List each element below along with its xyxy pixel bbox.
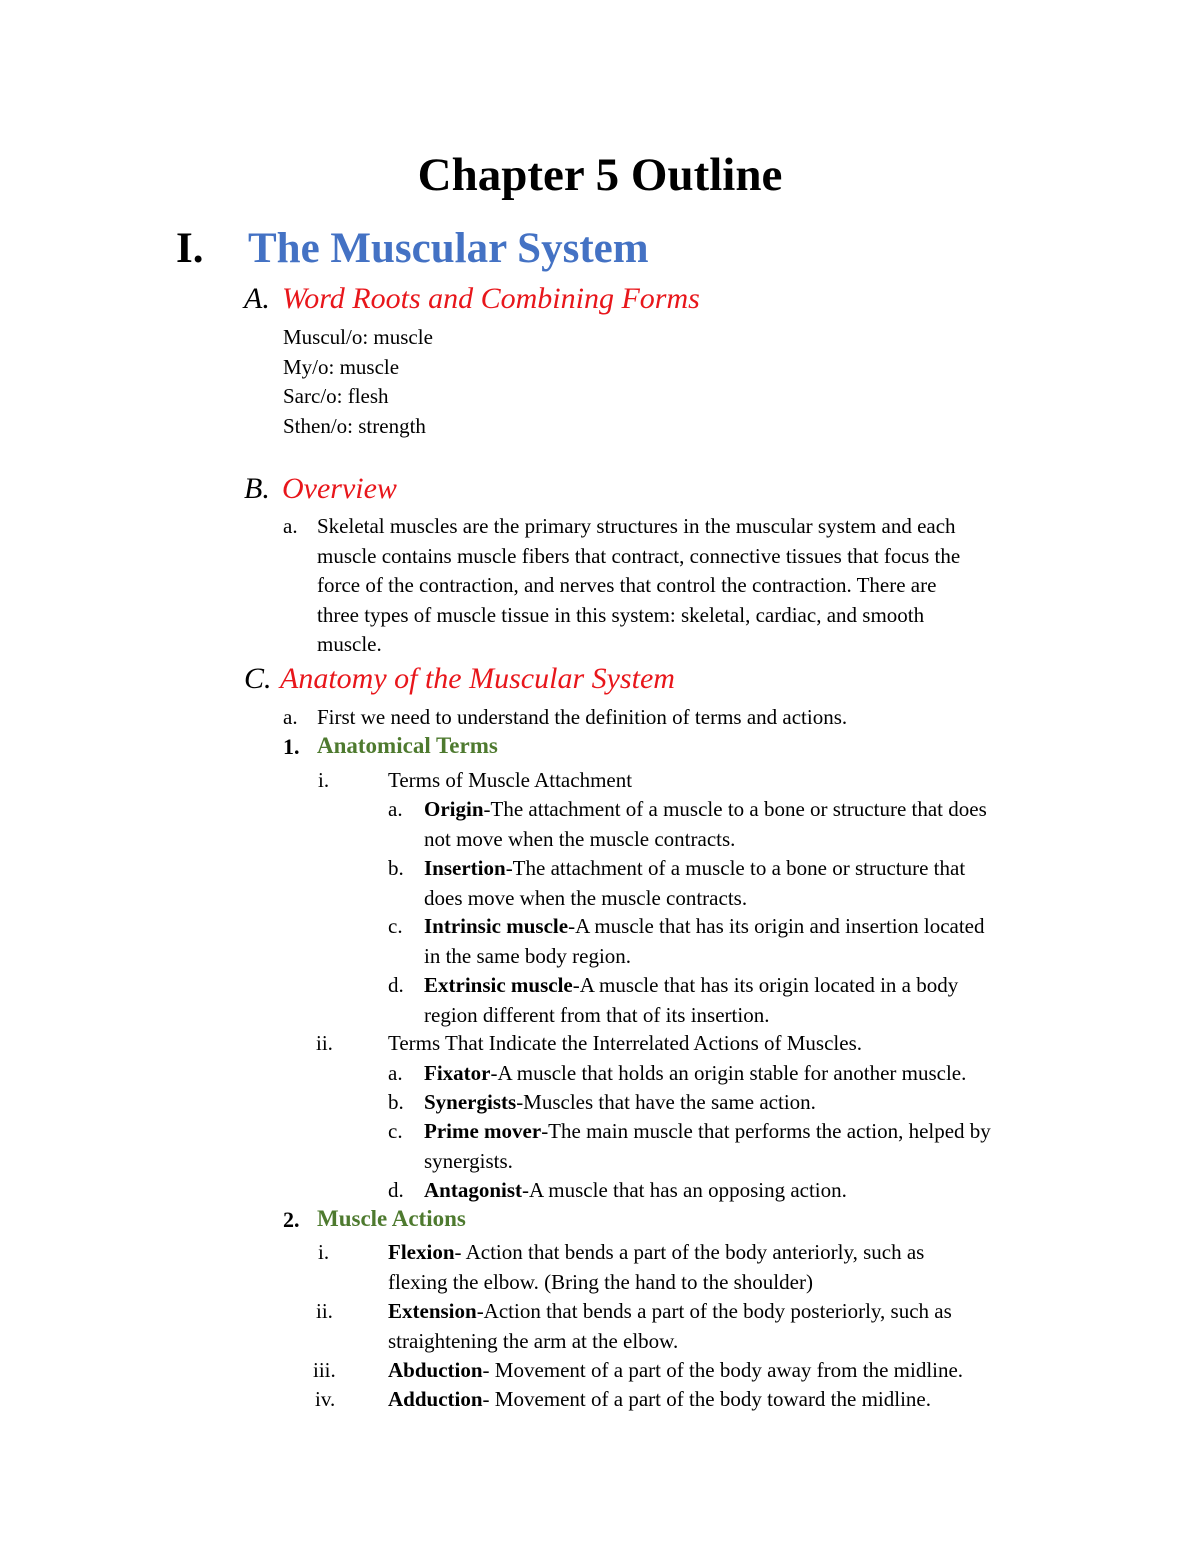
attachment-label: Terms of Muscle Attachment	[388, 768, 633, 792]
action-item-extension	[388, 1297, 952, 1356]
word-root-item: My/o: muscle	[283, 354, 400, 379]
definition: -A muscle that has its origin and insertion located	[568, 914, 985, 938]
overview-line: muscle contains muscle fibers that contract, connective tissues that focus the	[317, 543, 961, 568]
section-numeral: I.	[176, 225, 204, 272]
definition: -Muscles that have the same action.	[516, 1090, 816, 1114]
actions-heading: Muscle Actions	[317, 1206, 466, 1231]
interrelated-item-prime-mover	[424, 1117, 991, 1176]
actions-number: 2.	[283, 1207, 300, 1232]
definition: -A muscle that holds an origin stable for another muscle.	[490, 1061, 967, 1085]
definition: -Action that bends a part of the body posteriorly, such as	[476, 1299, 952, 1323]
intro-marker: a.	[283, 705, 298, 729]
word-root-list	[283, 323, 433, 441]
overview-paragraph	[317, 512, 960, 660]
attachment-item-extrinsic	[424, 971, 958, 1030]
term: Antagonist	[424, 1178, 523, 1202]
interrelated-marker: a.	[388, 1061, 403, 1085]
subsection-c-heading: Anatomy of the Muscular System	[280, 662, 675, 695]
action-item-flexion	[388, 1238, 924, 1297]
definition-continued: flexing the elbow. (Bring the hand to the shoulder)	[388, 1269, 813, 1294]
attachment-marker: d.	[388, 973, 404, 997]
term: Synergists	[424, 1090, 517, 1114]
term: Intrinsic muscle	[424, 914, 569, 938]
subsection-b-heading: Overview	[282, 472, 397, 505]
word-root-item: Sarc/o: flesh	[283, 384, 389, 408]
attachment-numeral: i.	[318, 768, 330, 792]
action-numeral: iv.	[315, 1387, 336, 1411]
definition-continued: in the same body region.	[424, 943, 632, 968]
definition-continued: does move when the muscle contracts.	[424, 885, 748, 910]
term: Flexion	[388, 1240, 455, 1264]
definition: -The main muscle that performs the action, helped by	[541, 1119, 991, 1143]
action-numeral: ii.	[316, 1299, 333, 1323]
word-root-item: Muscul/o: muscle	[283, 325, 433, 349]
action-item-abduction	[388, 1356, 963, 1386]
definition-continued: straightening the arm at the elbow.	[388, 1328, 679, 1353]
subsection-a-letter: A.	[244, 282, 270, 315]
term: Prime mover	[424, 1119, 542, 1143]
overview-line: Skeletal muscles are the primary structures in the muscular system and each	[317, 514, 956, 538]
definition: - Action that bends a part of the body anteriorly, such as	[454, 1240, 925, 1264]
definition: - Movement of a part of the body toward the midline.	[482, 1387, 931, 1411]
attachment-marker: c.	[388, 914, 403, 938]
attachment-marker: b.	[388, 856, 404, 880]
anatomical-number: 1.	[283, 734, 300, 759]
definition: - Movement of a part of the body away from the midline.	[482, 1358, 964, 1382]
word-root-item: Sthen/o: strength	[283, 413, 426, 438]
page-title: Chapter 5 Outline	[417, 149, 783, 201]
attachment-item-insertion	[424, 854, 965, 913]
definition: -A muscle that has an opposing action.	[522, 1178, 847, 1202]
subsection-a-heading: Word Roots and Combining Forms	[282, 282, 700, 315]
definition: -The attachment of a muscle to a bone or structure that	[505, 856, 966, 880]
term: Abduction	[388, 1358, 483, 1382]
interrelated-item-antagonist	[424, 1176, 847, 1206]
term: Extension	[388, 1299, 477, 1323]
interrelated-label: Terms That Indicate the Interrelated Actions of Muscles.	[388, 1031, 862, 1055]
interrelated-item-synergists	[424, 1088, 816, 1118]
anatomical-heading: Anatomical Terms	[317, 733, 498, 758]
definition: -The attachment of a muscle to a bone or structure that does	[483, 797, 987, 821]
attachment-item-intrinsic	[424, 912, 985, 971]
subsection-c-letter: C.	[244, 662, 272, 695]
subsection-b-letter: B.	[244, 472, 270, 505]
attachment-marker: a.	[388, 797, 403, 821]
action-item-adduction	[388, 1385, 931, 1415]
term: Fixator	[424, 1061, 491, 1085]
intro-text: First we need to understand the definition of terms and actions.	[317, 705, 848, 729]
attachment-item-origin	[424, 795, 987, 854]
action-numeral: i.	[318, 1240, 330, 1264]
interrelated-marker: d.	[388, 1178, 404, 1202]
term: Adduction	[388, 1387, 483, 1411]
section-heading: The Muscular System	[248, 225, 649, 272]
overview-marker: a.	[283, 514, 298, 538]
term: Insertion	[424, 856, 506, 880]
interrelated-numeral: ii.	[316, 1031, 333, 1055]
interrelated-marker: c.	[388, 1119, 403, 1143]
overview-line: force of the contraction, and nerves that control the contraction. There are	[317, 573, 937, 597]
definition-continued: region different from that of its insertion.	[424, 1002, 770, 1027]
term: Origin	[424, 797, 484, 821]
interrelated-marker: b.	[388, 1090, 404, 1114]
interrelated-item-fixator	[424, 1059, 966, 1089]
term: Extrinsic muscle	[424, 973, 573, 997]
definition: -A muscle that has its origin located in a body	[572, 973, 959, 997]
action-numeral: iii.	[313, 1358, 336, 1382]
definition-continued: not move when the muscle contracts.	[424, 826, 736, 851]
definition-continued: synergists.	[424, 1148, 513, 1173]
overview-line: muscle.	[317, 632, 382, 656]
overview-line: three types of muscle tissue in this system: skeletal, cardiac, and smooth	[317, 602, 925, 627]
